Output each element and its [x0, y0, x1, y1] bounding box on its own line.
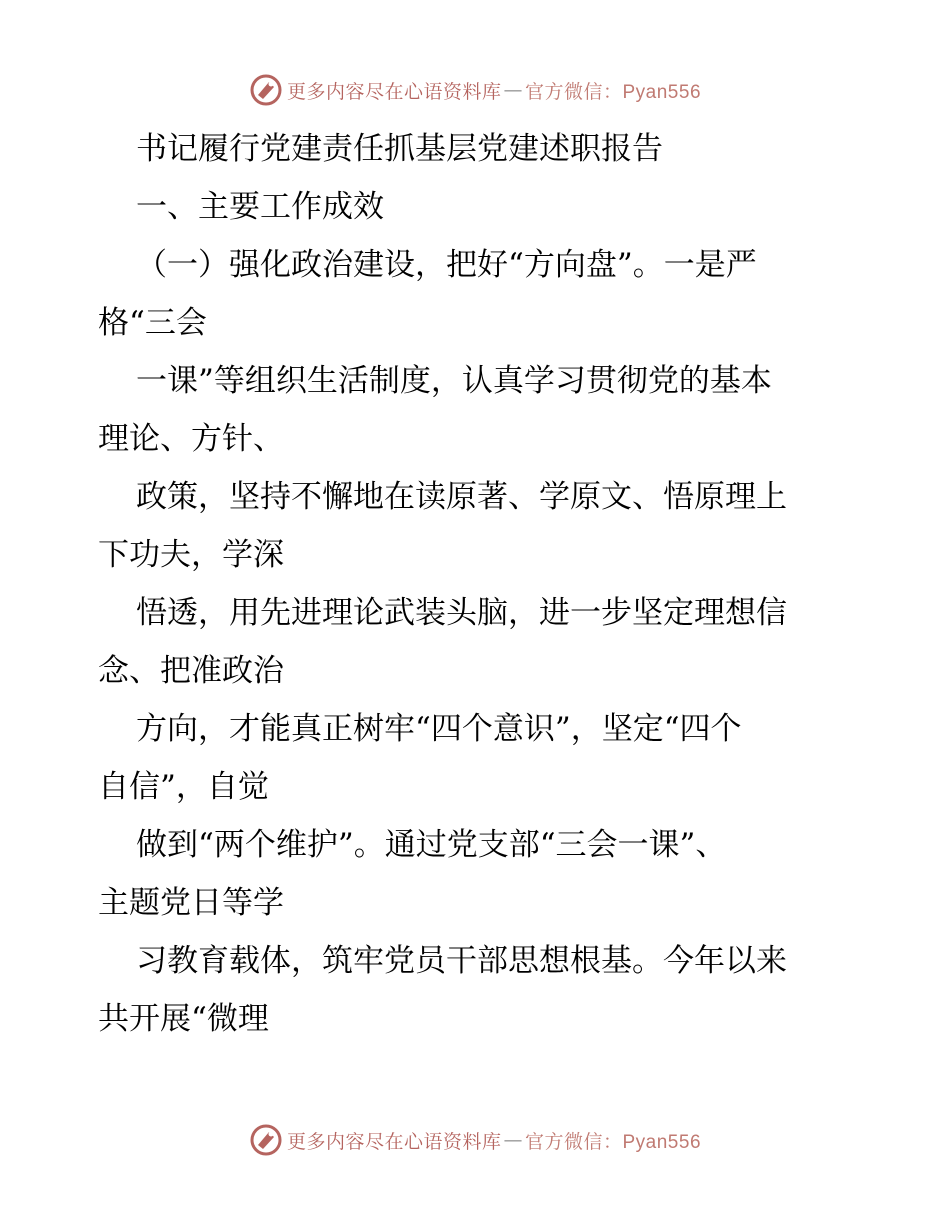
watermark-separator: —: [503, 1129, 523, 1151]
section-heading: 一、主要工作成效: [136, 189, 384, 225]
paragraph-line: 格“三会: [98, 305, 207, 341]
paragraph-line: 下功夫，学深: [98, 537, 284, 573]
paragraph-line: 做到“两个维护”。通过党支部“三会一课”、: [136, 827, 727, 863]
paragraph-line: 悟透，用先进理论武装头脑，进一步坚定理想信: [136, 595, 787, 631]
footer-watermark: [0, 1120, 950, 1160]
document-title: 书记履行党建责任抓基层党建述职报告: [136, 131, 663, 167]
paragraph-line: 自信”，自觉: [98, 769, 269, 805]
paragraph-line: 共开展“微理: [98, 1001, 269, 1037]
document-body: [98, 120, 858, 1048]
paragraph-line: （一）强化政治建设，把好“方向盘”。一是严: [136, 247, 757, 283]
paragraph-line: 习教育载体，筑牢党员干部思想根基。今年以来: [136, 943, 787, 979]
watermark-separator: —: [503, 79, 523, 101]
paragraph-line: 政策，坚持不懈地在读原著、学原文、悟原理上: [136, 479, 787, 515]
watermark-account: 官方微信：Pyan556: [525, 81, 702, 103]
logo-icon: [249, 73, 283, 107]
paragraph-line: 理论、方针、: [98, 421, 284, 457]
watermark-account: 官方微信：Pyan556: [525, 1131, 702, 1153]
logo-icon: [249, 1123, 283, 1157]
header-watermark: [0, 70, 950, 110]
paragraph-line: 念、把准政治: [98, 653, 284, 689]
paragraph-line: 主题党日等学: [98, 885, 284, 921]
paragraph-line: 一课”等组织生活制度，认真学习贯彻党的基本: [136, 363, 772, 399]
paragraph-line: 方向，才能真正树牢“四个意识”，坚定“四个: [136, 711, 742, 747]
watermark-text: 更多内容尽在心语资料库: [286, 80, 502, 103]
watermark-text: 更多内容尽在心语资料库: [286, 1130, 502, 1153]
